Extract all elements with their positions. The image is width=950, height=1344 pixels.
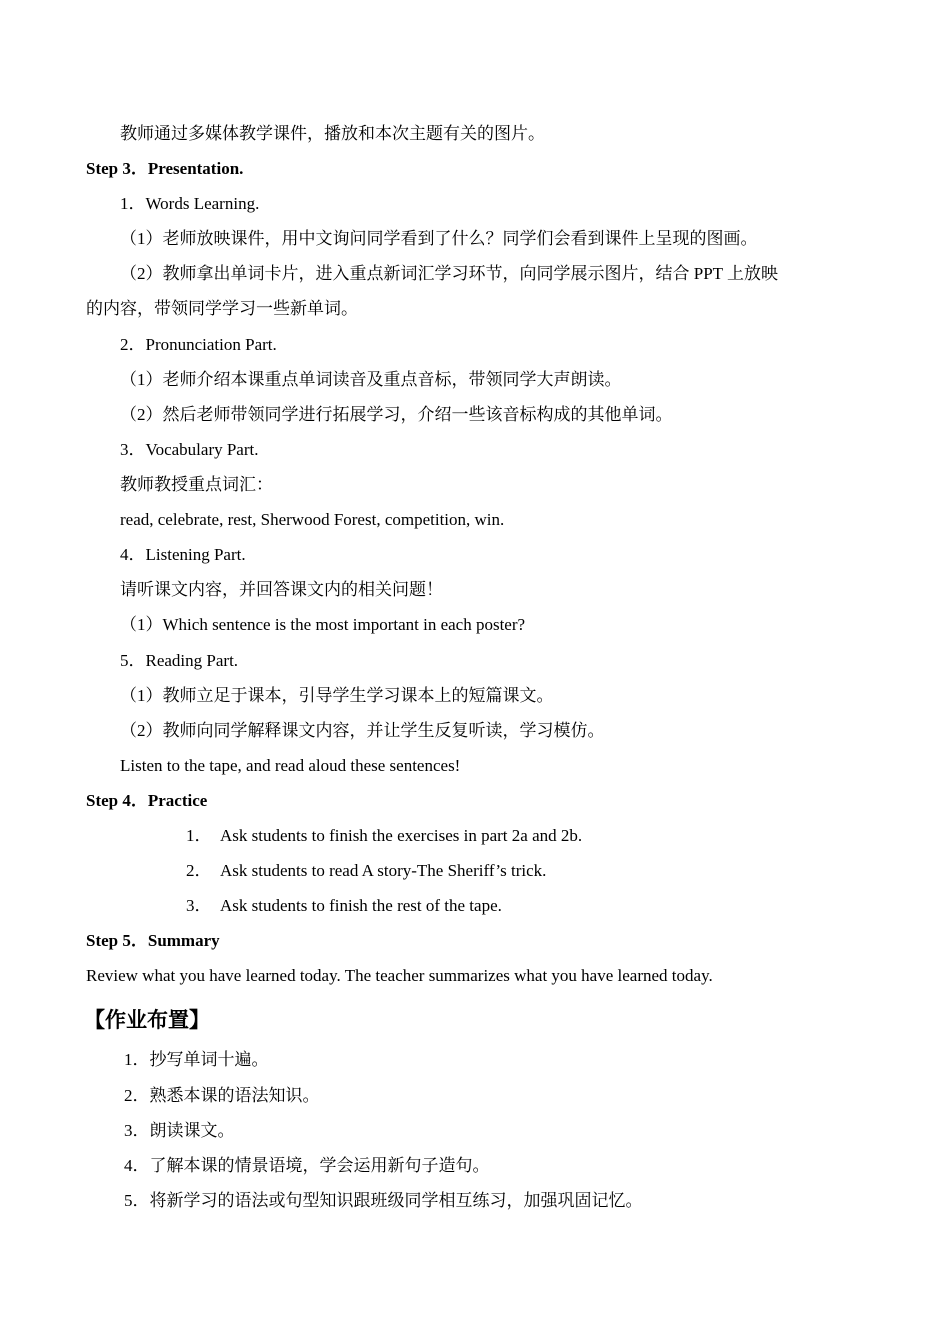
homework-item: 1．抄写单词十遍。 [124, 1050, 269, 1069]
pronunciation-title: 2．Pronunciation Part. [120, 335, 277, 354]
practice-item-number: 1． [186, 826, 212, 845]
step5-heading: Step 5．Summary [86, 931, 220, 950]
words-learning-item-2-cont: 的内容，带领同学学习一些新单词。 [86, 299, 358, 318]
practice-item-number: 2． [186, 861, 212, 880]
reading-item-1: （1）教师立足于课本，引导学生学习课本上的短篇课文。 [120, 686, 554, 705]
homework-item: 5．将新学习的语法或句型知识跟班级同学相互练习，加强巩固记忆。 [124, 1191, 643, 1210]
summary-text: Review what you have learned today. The teacher summarizes what you have learned today. [86, 966, 713, 985]
words-learning-title: 1．Words Learning. [120, 194, 260, 213]
pronunciation-item-2: （2）然后老师带领同学进行拓展学习，介绍一些该音标构成的其他单词。 [120, 405, 673, 424]
practice-item-text: Ask students to read A story-The Sheriff’s trick. [220, 861, 547, 880]
intro-text: 教师通过多媒体教学课件，播放和本次主题有关的图片。 [120, 124, 545, 143]
practice-item-number: 3． [186, 896, 212, 915]
practice-item [186, 860, 546, 882]
homework-heading: 【作业布置】 [84, 1008, 210, 1032]
listening-title: 4．Listening Part. [120, 545, 246, 564]
homework-item: 4．了解本课的情景语境，学会运用新句子造句。 [124, 1156, 490, 1175]
listening-question: （1）Which sentence is the most important in each poster? [120, 615, 526, 634]
vocabulary-title: 3．Vocabulary Part. [120, 440, 259, 459]
practice-item-text: Ask students to finish the rest of the tape. [220, 896, 502, 915]
pronunciation-item-1: （1）老师介绍本课重点单词读音及重点音标，带领同学大声朗读。 [120, 370, 622, 389]
step4-heading: Step 4．Practice [86, 791, 208, 810]
homework-item: 3．朗读课文。 [124, 1121, 235, 1140]
vocabulary-words: read, celebrate, rest, Sherwood Forest, competition, win. [120, 510, 505, 529]
practice-item [186, 825, 582, 847]
reading-title: 5．Reading Part. [120, 651, 239, 670]
homework-item: 2．熟悉本课的语法知识。 [124, 1086, 320, 1105]
words-learning-item-2: （2）教师拿出单词卡片，进入重点新词汇学习环节，向同学展示图片，结合 PPT 上放映 [120, 264, 778, 283]
words-learning-item-1: （1）老师放映课件，用中文询问同学看到了什么？同学们会看到课件上呈现的图画。 [120, 229, 758, 248]
reading-item-2: （2）教师向同学解释课文内容，并让学生反复听读，学习模仿。 [120, 721, 605, 740]
listening-instruction: 请听课文内容，并回答课文内的相关问题！ [120, 580, 443, 599]
reading-instruction: Listen to the tape, and read aloud these sentences! [120, 756, 461, 775]
step3-heading: Step 3．Presentation. [86, 159, 244, 178]
vocabulary-intro: 教师教授重点词汇： [120, 475, 273, 494]
practice-item-text: Ask students to finish the exercises in part 2a and 2b. [220, 826, 583, 845]
practice-item [186, 895, 502, 917]
